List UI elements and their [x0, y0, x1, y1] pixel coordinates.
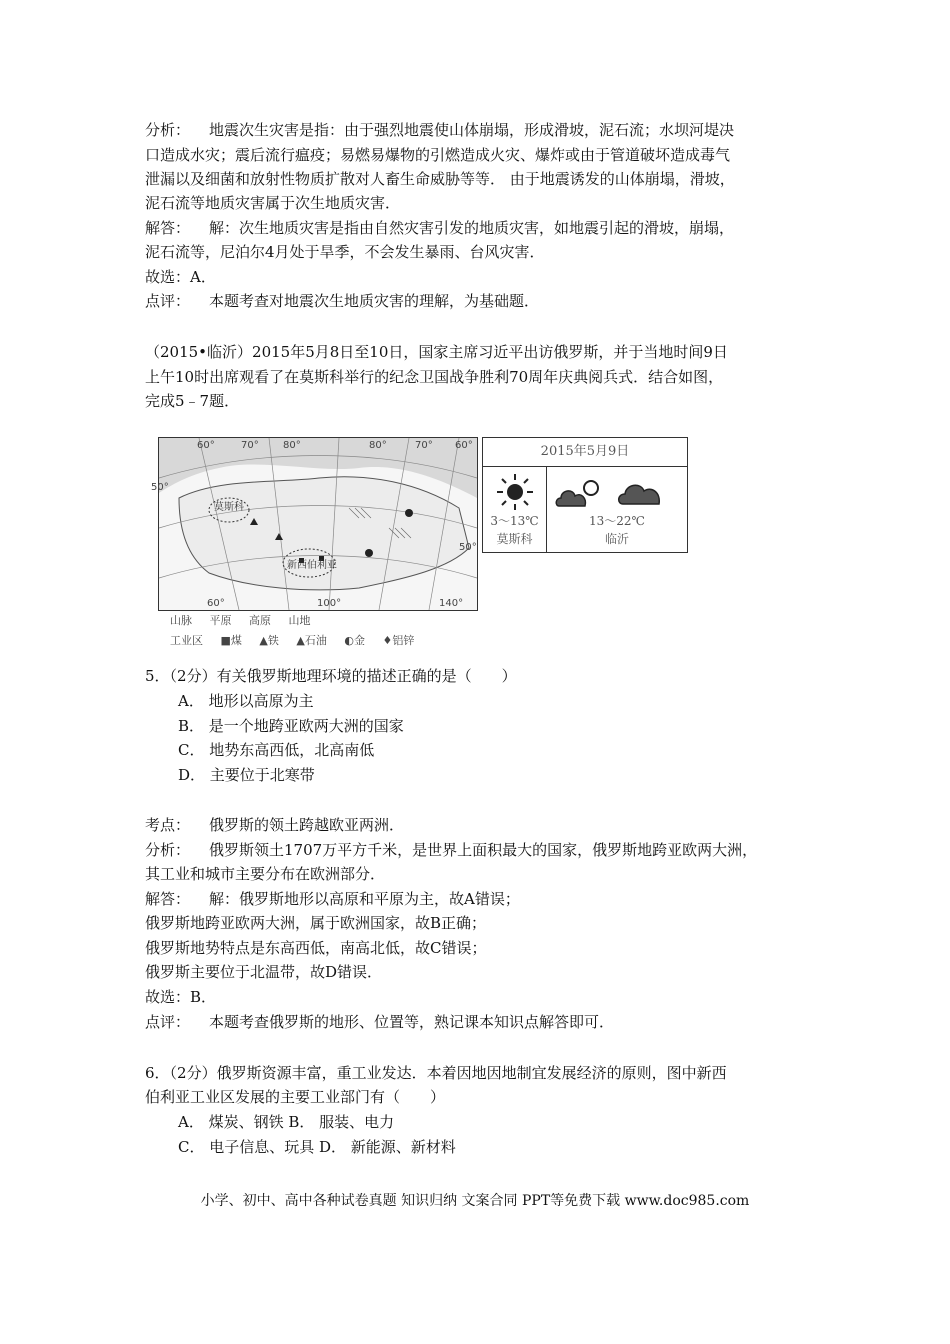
analysis-label: 分析： — [145, 841, 191, 859]
legend-mountain: 山脉 — [170, 614, 192, 627]
lon-label: 60° — [197, 440, 215, 451]
point-label: 考点： — [145, 816, 191, 834]
intro-line: 上午10时出席观看了在莫斯科举行的纪念卫国战争胜利70周年庆典阅兵式．结合如图， — [145, 368, 724, 386]
point-line: 考点： 俄罗斯的领土跨越欧亚两洲． — [145, 813, 404, 837]
moscow-city-label: 莫斯科 — [496, 532, 533, 546]
answer-line: 解答： 解：俄罗斯地形以高原和平原为主，故A错误； — [145, 887, 520, 911]
question-5-option: B． 是一个地跨亚欧两大洲的国家 — [178, 717, 404, 735]
question-5-stem: 5．（2分）有关俄罗斯地理环境的描述正确的是（ ） — [145, 667, 517, 685]
cloudy-icon — [617, 474, 667, 514]
lon-label: 60° — [207, 598, 225, 609]
lat-label: 50° — [151, 482, 169, 493]
analysis-line: 泥石流等地质灾害属于次生地质灾害． — [145, 194, 401, 212]
lon-label: 100° — [317, 598, 342, 609]
weather-date: 2015年5月9日 — [483, 438, 687, 467]
linyi-temperature: 13～22℃ — [589, 514, 645, 528]
lon-label: 80° — [283, 440, 301, 451]
legend-iron: ▲铁 — [259, 634, 279, 647]
question-6-stem: 6．（2分）俄罗斯资源丰富，重工业发达．本着因地因地制宜发展经济的原则，图中新西 — [145, 1064, 727, 1082]
lon-label: 60° — [455, 440, 473, 451]
answer-line: 俄罗斯主要位于北温带，故D错误． — [145, 963, 383, 981]
analysis-line: 分析： 俄罗斯领土1707万平方千米，是世界上面积最大的国家，俄罗斯地跨亚欧两大洲， — [145, 838, 757, 862]
question-6-stem: 伯利亚工业区发展的主要工业部门有（ ） — [145, 1088, 446, 1106]
comment-label: 点评： — [145, 1013, 191, 1031]
moscow-label: 莫斯科 — [214, 502, 244, 513]
weather-panel — [482, 437, 688, 553]
partly-cloudy-icon — [553, 474, 609, 514]
answer-label: 解答： — [145, 219, 191, 237]
lat-label: 50° — [459, 542, 477, 553]
legend-plateau: 高原 — [249, 614, 271, 627]
moscow-temperature: 3～13℃ — [490, 514, 539, 528]
map-drawing — [159, 438, 477, 610]
legend-gold: ◐金 — [344, 634, 365, 647]
question-5-option: A． 地形以高原为主 — [178, 692, 314, 710]
analysis-line: 分析： 地震次生灾害是指：由于强烈地震使山体崩塌，形成滑坡，泥石流；水坝河堤决 — [145, 118, 734, 142]
choice-line: 故选：B． — [145, 988, 217, 1006]
legend-coal: ■煤 — [220, 634, 242, 647]
answer-line: 俄罗斯地势特点是东高西低，南高北低，故C错误； — [145, 939, 487, 957]
legend-plain: 平原 — [209, 614, 232, 627]
question-5-option: D． 主要位于北寒带 — [178, 766, 315, 784]
sun-icon — [495, 472, 535, 512]
linyi-city-label: 临沂 — [604, 532, 629, 546]
legend-oil: ▲石油 — [296, 634, 327, 647]
lon-label: 70° — [415, 440, 433, 451]
question-5-option: C． 地势东高西低，北高南低 — [178, 741, 375, 759]
legend-aluminium-zinc: ♦铝锌 — [382, 634, 415, 647]
question-6-option: A． 煤炭、钢铁 B． 服装、电力 — [178, 1113, 395, 1131]
intro-line: 完成5﹣7题． — [145, 392, 240, 410]
legend-industrial-zone: 工业区 — [170, 634, 203, 647]
comment-line: 点评： 本题考查俄罗斯的地形、位置等，熟记课本知识点解答即可． — [145, 1010, 614, 1034]
answer-line: 泥石流等，尼泊尔4月处于旱季，不会发生暴雨、台风灾害． — [145, 243, 545, 261]
lon-label: 140° — [439, 598, 464, 609]
analysis-label: 分析： — [145, 121, 191, 139]
lon-label: 80° — [369, 440, 387, 451]
novosibirsk-label: 新西伯利亚 — [287, 560, 337, 571]
comment-label: 点评： — [145, 292, 191, 310]
map-legend-row — [170, 612, 325, 628]
question-6-option: C． 电子信息、玩具 D． 新能源、新材料 — [178, 1138, 456, 1156]
answer-line: 俄罗斯地跨亚欧两大洲，属于欧洲国家，故B正确； — [145, 914, 487, 932]
analysis-line: 口造成水灾；震后流行瘟疫；易燃易爆物的引燃造成火灾、爆炸或由于管道破坏造成毒气 — [145, 146, 731, 164]
intro-line: （2015•临沂）2015年5月8日至10日，国家主席习近平出访俄罗斯，并于当地时间9日 — [145, 343, 728, 361]
answer-label: 解答： — [145, 890, 191, 908]
comment-line: 点评： 本题考查对地震次生地质灾害的理解，为基础题． — [145, 289, 539, 313]
analysis-line: 泄漏以及细菌和放射性物质扩散对人畜生命威胁等等． 由于地震诱发的山体崩塌，滑坡， — [145, 170, 735, 188]
map-legend-row — [170, 632, 428, 648]
analysis-line: 其工业和城市主要分布在欧洲部分． — [145, 865, 386, 883]
russia-map — [151, 437, 478, 611]
page-footer: 小学、初中、高中各种试卷真题 知识归纳 文案合同 PPT等免费下载 www.doc985.com — [200, 1193, 750, 1209]
answer-line: 解答： 解：次生地质灾害是指由自然灾害引发的地质灾害，如地震引起的滑坡，崩塌， — [145, 216, 734, 240]
choice-line: 故选：A． — [145, 268, 216, 286]
russia-land — [179, 477, 469, 590]
legend-hills: 山地 — [288, 614, 311, 627]
lon-label: 70° — [241, 440, 259, 451]
